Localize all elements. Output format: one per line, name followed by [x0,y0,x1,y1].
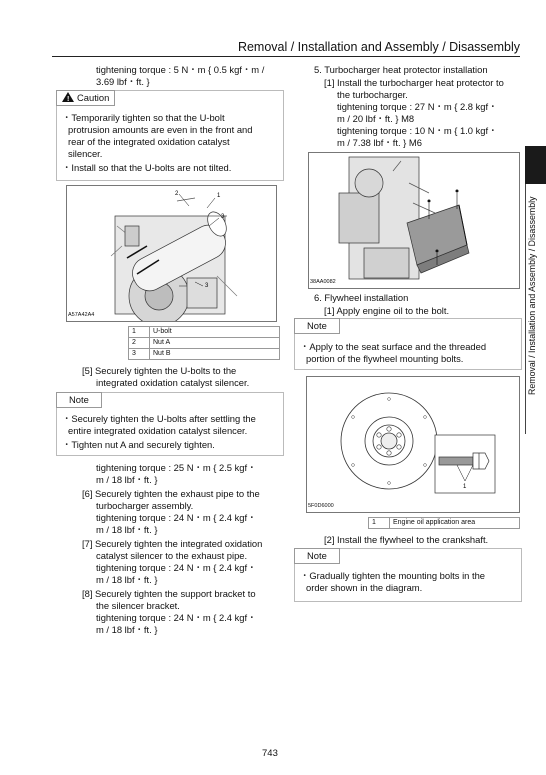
turbo-heat-protector-illustration [309,153,519,288]
callout-1: 1 [217,193,221,199]
note-tag: Note [294,548,340,564]
callout-1: 1 [463,484,467,490]
caution-line: ・Temporarily tighten so that the U-bolt [62,112,225,123]
table-row: 2 Nut A [129,338,280,349]
caution-tag [56,90,115,106]
page-header-title: Removal / Installation and Assembly / Disassembly [237,40,520,54]
note-line: ・Apply to the seat surface and the threaded [300,341,487,352]
callout-3: 3 [221,214,225,220]
table-row: 1 U-bolt [129,327,280,338]
note-line: ・Tighten nut A and securely tighten. [62,439,215,450]
section-heading: 6. Flywheel installation [314,292,409,303]
figure-silencer-ubolts [66,185,277,322]
step-text: turbocharger assembly. [96,500,194,511]
section-tab-line [525,184,526,434]
figure-flywheel [306,376,520,513]
caution-line: silencer. [68,148,103,159]
figure-code: 38AA0082 [310,279,336,285]
warning-icon: ! [62,92,74,102]
figure-code: 5F0D6000 [308,503,334,509]
note-line: entire integrated oxidation catalyst silencer. [68,425,248,436]
step-text: [1] Install the turbocharger heat protector to [324,77,504,88]
side-section-label: Removal / Installation and Assembly / Disassembly [527,196,537,395]
figure-heat-protector [308,152,520,289]
page-number: 743 [262,748,278,759]
step-text: the silencer bracket. [96,600,180,611]
legend-table [368,517,520,529]
step-text: tightening torque : 27 N・m { 2.8 kgf・ [337,101,498,112]
step-text: [8] Securely tighten the support bracket to [82,588,256,599]
step-text: [2] Install the flywheel to the crankshaft. [324,534,489,545]
callout-2: 2 [175,191,179,197]
section-tab-marker [525,146,546,184]
step-text: tightening torque : 25 N・m { 2.5 kgf・ [96,462,257,473]
table-row: 1 Engine oil application area [369,518,520,529]
step-text: [7] Securely tighten the integrated oxidation [82,538,263,549]
silencer-illustration [67,186,276,321]
step-text: m / 18 lbf・ft. } [96,574,158,585]
step-text: [6] Securely tighten the exhaust pipe to the [82,488,260,499]
note-line: portion of the flywheel mounting bolts. [306,353,464,364]
caution-line: rear of the integrated oxidation catalyst [68,136,230,147]
step-text: m / 18 lbf・ft. } [96,524,158,535]
step-text: m / 18 lbf・ft. } [96,624,158,635]
callout-3b: 3 [205,283,209,289]
torque-line: 3.69 lbf・ft. } [96,76,150,87]
note-line: order shown in the diagram. [306,582,423,593]
table-row: 3 Nut B [129,349,280,360]
header-rule [52,56,520,57]
step-text: tightening torque : 24 N・m { 2.4 kgf・ [96,512,257,523]
caution-label: Caution [77,92,110,103]
figure-code: A57A42A4 [68,312,95,318]
legend-table [128,326,280,360]
step-text: tightening torque : 24 N・m { 2.4 kgf・ [96,612,257,623]
step-text: m / 20 lbf・ft. } M8 [337,113,415,124]
note-tag: Note [294,318,340,334]
note-tag: Note [56,392,102,408]
torque-line: tightening torque : 5 N・m { 0.5 kgf・m / [96,64,265,75]
step-text: tightening torque : 24 N・m { 2.4 kgf・ [96,562,257,573]
section-heading: 5. Turbocharger heat protector installation [314,64,488,75]
step-text: catalyst silencer to the exhaust pipe. [96,550,248,561]
step-text: m / 7.38 lbf・ft. } M6 [337,137,422,148]
step-text: [1] Apply engine oil to the bolt. [324,305,450,316]
caution-line: ・Install so that the U-bolts are not tilted. [62,162,232,173]
caution-line: protrusion amounts are even in the front and [68,124,253,135]
step-text: [5] Securely tighten the U-bolts to the [82,365,237,376]
note-line: ・Securely tighten the U-bolts after settling the [62,413,256,424]
note-line: ・Gradually tighten the mounting bolts in the [300,570,486,581]
step-text: m / 18 lbf・ft. } [96,474,158,485]
step-text: tightening torque : 10 N・m { 1.0 kgf・ [337,125,498,136]
step-text: the turbocharger. [337,89,408,100]
flywheel-illustration [307,377,519,512]
step-text: integrated oxidation catalyst silencer. [96,377,250,388]
